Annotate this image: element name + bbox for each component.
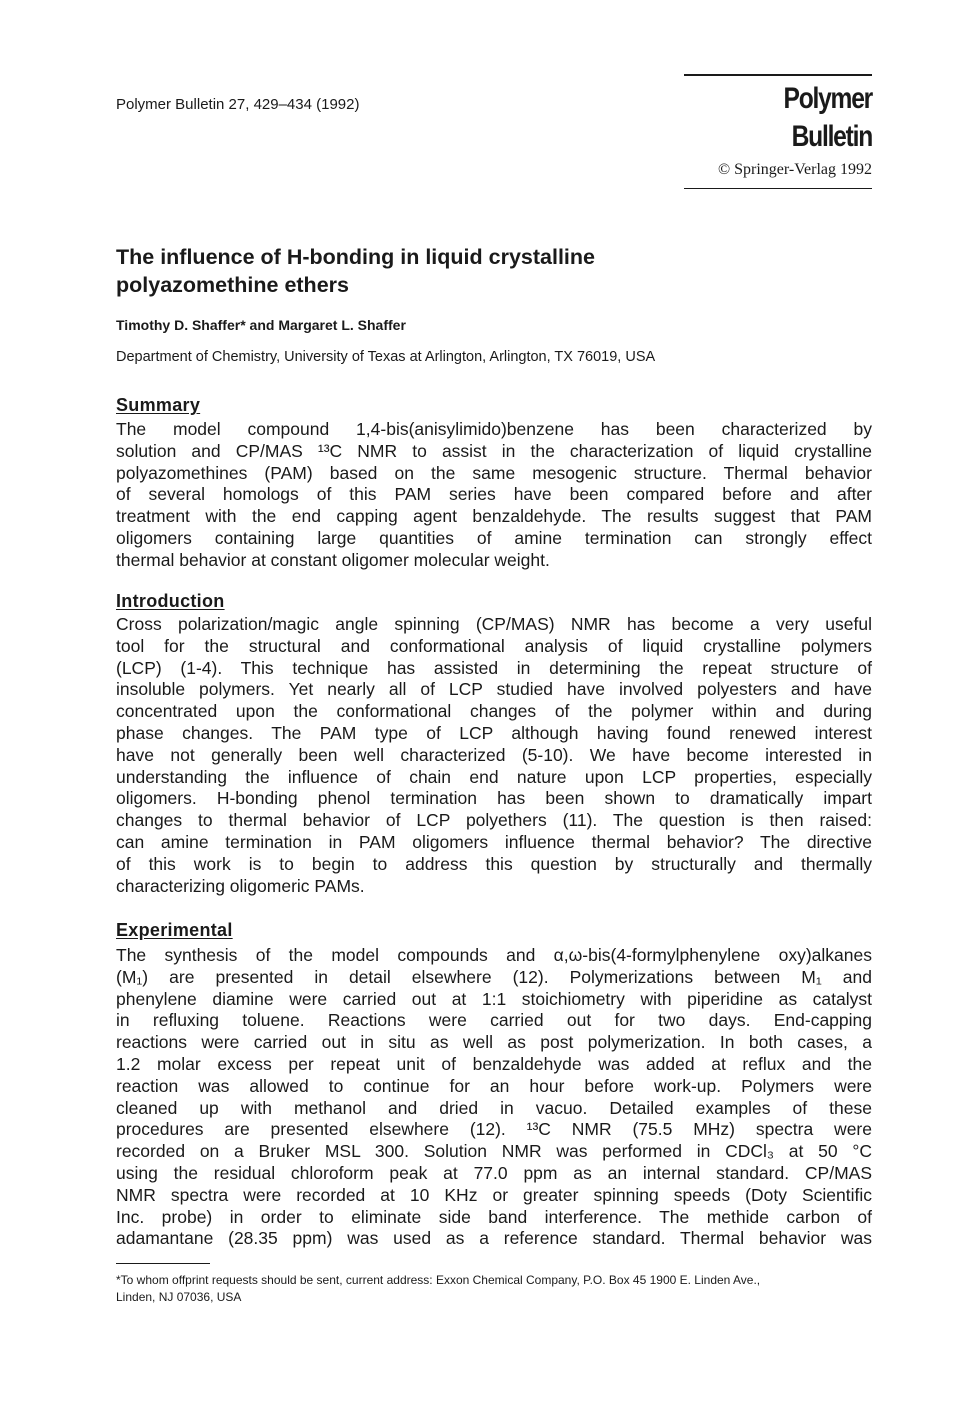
text-line: polyazomethines (PAM) based on the same mesogenic structure. Thermal behavior: [116, 462, 872, 483]
title-line: polyazomethine ethers: [116, 273, 349, 297]
text-line: can amine termination in PAM oligomers influence thermal behavior? The directive: [116, 831, 872, 852]
text-line: Inc. probe) in order to eliminate side band interference. The methide carbon of: [116, 1206, 872, 1227]
author-list: Timothy D. Shaffer* and Margaret L. Shaffer: [116, 317, 406, 333]
text-line: of several homologs of this PAM series have been compared before and after: [116, 484, 872, 505]
paper-title: [116, 243, 816, 299]
text-line: using the residual chloroform peak at 77.0 ppm as an internal standard. CP/MAS: [116, 1162, 872, 1183]
journal-masthead: [684, 74, 872, 189]
text-line: characterizing oligomeric PAMs.: [116, 875, 365, 896]
text-line: thermal behavior at constant oligomer molecular weight.: [116, 549, 550, 570]
introduction-paragraph: [116, 614, 872, 897]
footnote-line: Linden, NJ 07036, USA: [116, 1290, 242, 1304]
footnote: [116, 1272, 876, 1306]
text-line: The model compound 1,4-bis(anisylimido)benzene has been characterized by: [116, 419, 872, 439]
footnote-line: *To whom offprint requests should be sent, current address: Exxon Chemical Company, P.O. Box 45 1900 E. Linden Ave.,: [116, 1273, 761, 1287]
text-line: NMR spectra were recorded at 10 KHz or greater spinning speeds (Doty Scientific: [116, 1184, 872, 1205]
text-line: understanding the influence of chain end nature upon LCP properties, especially: [116, 766, 872, 787]
summary-paragraph: [116, 419, 872, 572]
author-affiliation: Department of Chemistry, University of Texas at Arlington, Arlington, TX 76019, USA: [116, 349, 656, 365]
text-line: concentrated upon the conformational changes of the polymer within and during: [116, 701, 872, 722]
text-line: (LCP) (1-4). This technique has assisted in determining the repeat structure of: [116, 657, 872, 678]
text-line: changes to thermal behavior of LCP polyethers (11). The question is then raised:: [116, 810, 872, 831]
text-line: adamantane (28.35 ppm) was used as a reference standard. Thermal behavior was: [116, 1228, 872, 1249]
text-line: oligomers containing large quantities of amine termination can strongly effect: [116, 527, 872, 548]
text-line: treatment with the end capping agent benzaldehyde. The results suggest that PAM: [116, 506, 872, 527]
text-line: of this work is to begin to address this question by structurally and thermally: [116, 853, 872, 874]
text-line: The synthesis of the model compounds and α,ω-bis(4-formylphenylene oxy)alkanes: [116, 945, 872, 965]
section-heading-introduction: Introduction: [116, 591, 225, 611]
journal-name: Polymer Bulletin: [783, 82, 872, 153]
text-line: (M₁) are presented in detail elsewhere (12). Polymerizations between M₁ and: [116, 966, 872, 987]
text-line: procedures are presented elsewhere (12). ¹³C NMR (75.5 MHz) spectra were: [116, 1119, 872, 1140]
text-line: cleaned up with methanol and dried in vacuo. Detailed examples of these: [116, 1097, 872, 1118]
text-line: tool for the structural and conformational analysis of liquid crystalline polymers: [116, 635, 872, 656]
text-line: recorded on a Bruker MSL 300. Solution NMR was performed in CDCl₃ at 50 °C: [116, 1141, 872, 1162]
text-line: oligomers. H-bonding phenol termination has been shown to dramatically impart: [116, 788, 872, 809]
text-line: solution and CP/MAS ¹³C NMR to assist in the characterization of liquid crystalline: [116, 440, 872, 461]
footnote-rule: [116, 1263, 210, 1264]
copyright-notice: © Springer-Verlag 1992: [717, 161, 872, 178]
section-heading-summary: Summary: [116, 395, 201, 415]
title-line: The influence of H-bonding in liquid crystalline: [116, 245, 595, 269]
masthead-top-rule: [684, 74, 872, 76]
text-line: 1.2 molar excess per repeat unit of benzaldehyde was added at reflux and the: [116, 1053, 872, 1074]
experimental-paragraph: [116, 945, 872, 1250]
text-line: Cross polarization/magic angle spinning (CP/MAS) NMR has become a very useful: [116, 614, 872, 634]
text-line: phenylene diamine were carried out at 1:1 stoichiometry with piperidine as catalyst: [116, 988, 872, 1009]
text-line: phase changes. The PAM type of LCP although having found renewed interest: [116, 722, 872, 743]
text-line: insoluble polymers. Yet nearly all of LCP studied have involved polyesters and have: [116, 679, 872, 700]
section-heading-experimental: Experimental: [116, 920, 233, 940]
text-line: reactions were carried out in situ as well as post polymerization. In both cases, a: [116, 1032, 872, 1053]
text-line: have not generally been well characterized (5-10). We have become interested in: [116, 744, 872, 765]
masthead-bottom-rule: [684, 188, 872, 189]
text-line: in refluxing toluene. Reactions were carried out for two days. End-capping: [116, 1010, 872, 1031]
journal-citation: Polymer Bulletin 27, 429–434 (1992): [116, 96, 360, 113]
text-line: reaction was allowed to continue for an hour before work-up. Polymers were: [116, 1075, 872, 1096]
